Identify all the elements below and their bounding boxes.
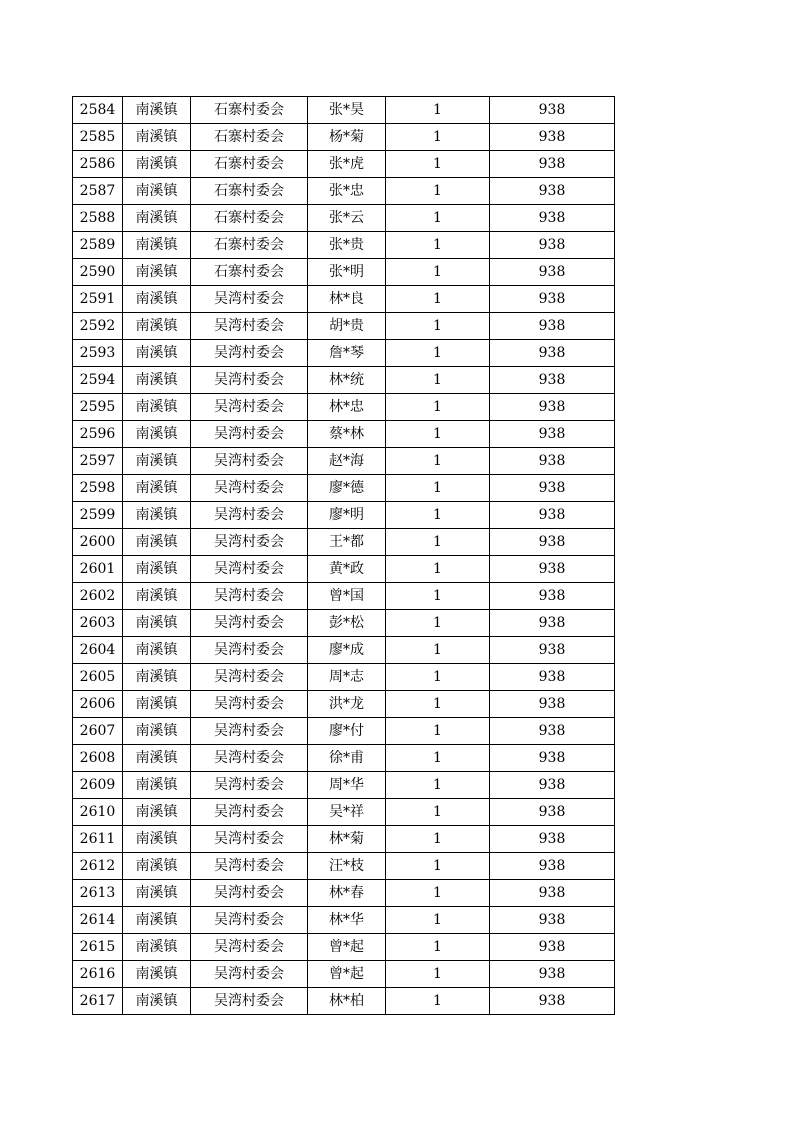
town-cell: 南溪镇 xyxy=(123,367,191,394)
table-row xyxy=(73,205,615,232)
count-cell: 1 xyxy=(386,151,490,178)
row-number-cell: 2602 xyxy=(73,583,123,610)
village-committee-cell: 吴湾村委会 xyxy=(191,880,308,907)
town-cell: 南溪镇 xyxy=(123,880,191,907)
table-row xyxy=(73,853,615,880)
person-name-cell: 张*云 xyxy=(308,205,386,232)
town-cell: 南溪镇 xyxy=(123,961,191,988)
count-cell: 1 xyxy=(386,97,490,124)
table-row xyxy=(73,151,615,178)
amount-cell: 938 xyxy=(490,286,615,313)
village-committee-cell: 石寨村委会 xyxy=(191,178,308,205)
table-row xyxy=(73,988,615,1015)
amount-cell: 938 xyxy=(490,232,615,259)
count-cell: 1 xyxy=(386,205,490,232)
person-name-cell: 杨*菊 xyxy=(308,124,386,151)
village-committee-cell: 吴湾村委会 xyxy=(191,853,308,880)
town-cell: 南溪镇 xyxy=(123,475,191,502)
row-number-cell: 2601 xyxy=(73,556,123,583)
count-cell: 1 xyxy=(386,880,490,907)
person-name-cell: 张*贵 xyxy=(308,232,386,259)
table-row xyxy=(73,556,615,583)
table-row xyxy=(73,367,615,394)
village-committee-cell: 吴湾村委会 xyxy=(191,448,308,475)
village-committee-cell: 吴湾村委会 xyxy=(191,961,308,988)
person-name-cell: 徐*甫 xyxy=(308,745,386,772)
amount-cell: 938 xyxy=(490,934,615,961)
person-name-cell: 王*都 xyxy=(308,529,386,556)
table-row xyxy=(73,475,615,502)
town-cell: 南溪镇 xyxy=(123,610,191,637)
row-number-cell: 2600 xyxy=(73,529,123,556)
count-cell: 1 xyxy=(386,394,490,421)
village-committee-cell: 石寨村委会 xyxy=(191,151,308,178)
row-number-cell: 2591 xyxy=(73,286,123,313)
row-number-cell: 2608 xyxy=(73,745,123,772)
person-name-cell: 周*华 xyxy=(308,772,386,799)
table-row xyxy=(73,718,615,745)
village-committee-cell: 吴湾村委会 xyxy=(191,826,308,853)
town-cell: 南溪镇 xyxy=(123,178,191,205)
amount-cell: 938 xyxy=(490,853,615,880)
count-cell: 1 xyxy=(386,907,490,934)
row-number-cell: 2584 xyxy=(73,97,123,124)
person-name-cell: 林*柏 xyxy=(308,988,386,1015)
village-committee-cell: 吴湾村委会 xyxy=(191,772,308,799)
table-row xyxy=(73,583,615,610)
town-cell: 南溪镇 xyxy=(123,934,191,961)
amount-cell: 938 xyxy=(490,475,615,502)
amount-cell: 938 xyxy=(490,259,615,286)
village-committee-cell: 吴湾村委会 xyxy=(191,988,308,1015)
count-cell: 1 xyxy=(386,826,490,853)
count-cell: 1 xyxy=(386,961,490,988)
table-row xyxy=(73,664,615,691)
row-number-cell: 2609 xyxy=(73,772,123,799)
amount-cell: 938 xyxy=(490,502,615,529)
count-cell: 1 xyxy=(386,772,490,799)
amount-cell: 938 xyxy=(490,718,615,745)
count-cell: 1 xyxy=(386,664,490,691)
table-row xyxy=(73,394,615,421)
row-number-cell: 2585 xyxy=(73,124,123,151)
village-committee-cell: 吴湾村委会 xyxy=(191,718,308,745)
table-row xyxy=(73,745,615,772)
amount-cell: 938 xyxy=(490,826,615,853)
table-row xyxy=(73,97,615,124)
person-name-cell: 林*春 xyxy=(308,880,386,907)
table-row xyxy=(73,826,615,853)
village-committee-cell: 石寨村委会 xyxy=(191,205,308,232)
village-committee-cell: 吴湾村委会 xyxy=(191,799,308,826)
amount-cell: 938 xyxy=(490,205,615,232)
count-cell: 1 xyxy=(386,988,490,1015)
person-name-cell: 廖*明 xyxy=(308,502,386,529)
count-cell: 1 xyxy=(386,745,490,772)
table-row xyxy=(73,232,615,259)
amount-cell: 938 xyxy=(490,637,615,664)
table-row xyxy=(73,637,615,664)
person-name-cell: 彭*松 xyxy=(308,610,386,637)
table-row xyxy=(73,286,615,313)
person-name-cell: 廖*德 xyxy=(308,475,386,502)
amount-cell: 938 xyxy=(490,799,615,826)
person-name-cell: 曾*国 xyxy=(308,583,386,610)
amount-cell: 938 xyxy=(490,583,615,610)
person-name-cell: 林*统 xyxy=(308,367,386,394)
row-number-cell: 2612 xyxy=(73,853,123,880)
row-number-cell: 2594 xyxy=(73,367,123,394)
amount-cell: 938 xyxy=(490,97,615,124)
count-cell: 1 xyxy=(386,259,490,286)
row-number-cell: 2593 xyxy=(73,340,123,367)
village-committee-cell: 吴湾村委会 xyxy=(191,529,308,556)
person-name-cell: 曾*起 xyxy=(308,961,386,988)
row-number-cell: 2598 xyxy=(73,475,123,502)
town-cell: 南溪镇 xyxy=(123,691,191,718)
amount-cell: 938 xyxy=(490,367,615,394)
village-committee-cell: 吴湾村委会 xyxy=(191,934,308,961)
person-name-cell: 廖*成 xyxy=(308,637,386,664)
table-row xyxy=(73,448,615,475)
row-number-cell: 2616 xyxy=(73,961,123,988)
person-name-cell: 吴*祥 xyxy=(308,799,386,826)
town-cell: 南溪镇 xyxy=(123,313,191,340)
amount-cell: 938 xyxy=(490,394,615,421)
count-cell: 1 xyxy=(386,448,490,475)
person-name-cell: 林*忠 xyxy=(308,394,386,421)
village-committee-cell: 石寨村委会 xyxy=(191,259,308,286)
table-row xyxy=(73,799,615,826)
village-committee-cell: 吴湾村委会 xyxy=(191,286,308,313)
village-committee-cell: 吴湾村委会 xyxy=(191,556,308,583)
count-cell: 1 xyxy=(386,178,490,205)
person-name-cell: 洪*龙 xyxy=(308,691,386,718)
table-row xyxy=(73,961,615,988)
person-name-cell: 张*明 xyxy=(308,259,386,286)
count-cell: 1 xyxy=(386,691,490,718)
town-cell: 南溪镇 xyxy=(123,340,191,367)
village-committee-cell: 吴湾村委会 xyxy=(191,745,308,772)
amount-cell: 938 xyxy=(490,772,615,799)
count-cell: 1 xyxy=(386,934,490,961)
town-cell: 南溪镇 xyxy=(123,583,191,610)
roster-table xyxy=(72,96,615,1015)
town-cell: 南溪镇 xyxy=(123,286,191,313)
row-number-cell: 2605 xyxy=(73,664,123,691)
person-name-cell: 廖*付 xyxy=(308,718,386,745)
town-cell: 南溪镇 xyxy=(123,259,191,286)
village-committee-cell: 吴湾村委会 xyxy=(191,664,308,691)
amount-cell: 938 xyxy=(490,907,615,934)
count-cell: 1 xyxy=(386,367,490,394)
amount-cell: 938 xyxy=(490,961,615,988)
person-name-cell: 蔡*林 xyxy=(308,421,386,448)
town-cell: 南溪镇 xyxy=(123,502,191,529)
amount-cell: 938 xyxy=(490,880,615,907)
row-number-cell: 2596 xyxy=(73,421,123,448)
row-number-cell: 2607 xyxy=(73,718,123,745)
person-name-cell: 林*华 xyxy=(308,907,386,934)
town-cell: 南溪镇 xyxy=(123,124,191,151)
amount-cell: 938 xyxy=(490,151,615,178)
count-cell: 1 xyxy=(386,556,490,583)
town-cell: 南溪镇 xyxy=(123,772,191,799)
count-cell: 1 xyxy=(386,529,490,556)
row-number-cell: 2587 xyxy=(73,178,123,205)
row-number-cell: 2604 xyxy=(73,637,123,664)
row-number-cell: 2617 xyxy=(73,988,123,1015)
village-committee-cell: 吴湾村委会 xyxy=(191,421,308,448)
town-cell: 南溪镇 xyxy=(123,205,191,232)
town-cell: 南溪镇 xyxy=(123,529,191,556)
town-cell: 南溪镇 xyxy=(123,421,191,448)
table-row xyxy=(73,421,615,448)
town-cell: 南溪镇 xyxy=(123,745,191,772)
row-number-cell: 2610 xyxy=(73,799,123,826)
count-cell: 1 xyxy=(386,637,490,664)
town-cell: 南溪镇 xyxy=(123,664,191,691)
table-row xyxy=(73,178,615,205)
row-number-cell: 2611 xyxy=(73,826,123,853)
person-name-cell: 黄*政 xyxy=(308,556,386,583)
village-committee-cell: 石寨村委会 xyxy=(191,232,308,259)
row-number-cell: 2603 xyxy=(73,610,123,637)
row-number-cell: 2590 xyxy=(73,259,123,286)
person-name-cell: 胡*贵 xyxy=(308,313,386,340)
town-cell: 南溪镇 xyxy=(123,97,191,124)
person-name-cell: 张*虎 xyxy=(308,151,386,178)
person-name-cell: 周*志 xyxy=(308,664,386,691)
person-name-cell: 詹*琴 xyxy=(308,340,386,367)
town-cell: 南溪镇 xyxy=(123,151,191,178)
village-committee-cell: 石寨村委会 xyxy=(191,97,308,124)
amount-cell: 938 xyxy=(490,556,615,583)
person-name-cell: 曾*起 xyxy=(308,934,386,961)
table-row xyxy=(73,691,615,718)
count-cell: 1 xyxy=(386,610,490,637)
count-cell: 1 xyxy=(386,583,490,610)
amount-cell: 938 xyxy=(490,610,615,637)
village-committee-cell: 吴湾村委会 xyxy=(191,313,308,340)
row-number-cell: 2592 xyxy=(73,313,123,340)
table-row xyxy=(73,313,615,340)
table-row xyxy=(73,124,615,151)
row-number-cell: 2589 xyxy=(73,232,123,259)
village-committee-cell: 吴湾村委会 xyxy=(191,637,308,664)
count-cell: 1 xyxy=(386,853,490,880)
amount-cell: 938 xyxy=(490,340,615,367)
count-cell: 1 xyxy=(386,124,490,151)
roster-table-body xyxy=(73,97,615,1015)
count-cell: 1 xyxy=(386,313,490,340)
table-row xyxy=(73,340,615,367)
town-cell: 南溪镇 xyxy=(123,799,191,826)
town-cell: 南溪镇 xyxy=(123,907,191,934)
row-number-cell: 2606 xyxy=(73,691,123,718)
village-committee-cell: 吴湾村委会 xyxy=(191,340,308,367)
person-name-cell: 赵*海 xyxy=(308,448,386,475)
town-cell: 南溪镇 xyxy=(123,853,191,880)
village-committee-cell: 吴湾村委会 xyxy=(191,691,308,718)
person-name-cell: 林*良 xyxy=(308,286,386,313)
village-committee-cell: 石寨村委会 xyxy=(191,124,308,151)
amount-cell: 938 xyxy=(490,745,615,772)
table-row xyxy=(73,502,615,529)
amount-cell: 938 xyxy=(490,691,615,718)
table-row xyxy=(73,934,615,961)
town-cell: 南溪镇 xyxy=(123,556,191,583)
row-number-cell: 2615 xyxy=(73,934,123,961)
count-cell: 1 xyxy=(386,502,490,529)
table-row xyxy=(73,880,615,907)
amount-cell: 938 xyxy=(490,313,615,340)
person-name-cell: 林*菊 xyxy=(308,826,386,853)
count-cell: 1 xyxy=(386,286,490,313)
amount-cell: 938 xyxy=(490,988,615,1015)
village-committee-cell: 吴湾村委会 xyxy=(191,907,308,934)
row-number-cell: 2586 xyxy=(73,151,123,178)
village-committee-cell: 吴湾村委会 xyxy=(191,610,308,637)
town-cell: 南溪镇 xyxy=(123,448,191,475)
row-number-cell: 2588 xyxy=(73,205,123,232)
town-cell: 南溪镇 xyxy=(123,826,191,853)
table-row xyxy=(73,907,615,934)
village-committee-cell: 吴湾村委会 xyxy=(191,475,308,502)
count-cell: 1 xyxy=(386,718,490,745)
table-row xyxy=(73,529,615,556)
town-cell: 南溪镇 xyxy=(123,988,191,1015)
count-cell: 1 xyxy=(386,799,490,826)
count-cell: 1 xyxy=(386,232,490,259)
village-committee-cell: 吴湾村委会 xyxy=(191,502,308,529)
amount-cell: 938 xyxy=(490,448,615,475)
table-row xyxy=(73,259,615,286)
village-committee-cell: 吴湾村委会 xyxy=(191,394,308,421)
amount-cell: 938 xyxy=(490,421,615,448)
count-cell: 1 xyxy=(386,340,490,367)
person-name-cell: 张*昊 xyxy=(308,97,386,124)
table-row xyxy=(73,610,615,637)
town-cell: 南溪镇 xyxy=(123,394,191,421)
town-cell: 南溪镇 xyxy=(123,718,191,745)
count-cell: 1 xyxy=(386,421,490,448)
amount-cell: 938 xyxy=(490,178,615,205)
village-committee-cell: 吴湾村委会 xyxy=(191,583,308,610)
village-committee-cell: 吴湾村委会 xyxy=(191,367,308,394)
town-cell: 南溪镇 xyxy=(123,637,191,664)
town-cell: 南溪镇 xyxy=(123,232,191,259)
amount-cell: 938 xyxy=(490,664,615,691)
row-number-cell: 2613 xyxy=(73,880,123,907)
amount-cell: 938 xyxy=(490,124,615,151)
table-row xyxy=(73,772,615,799)
row-number-cell: 2595 xyxy=(73,394,123,421)
row-number-cell: 2614 xyxy=(73,907,123,934)
row-number-cell: 2599 xyxy=(73,502,123,529)
amount-cell: 938 xyxy=(490,529,615,556)
count-cell: 1 xyxy=(386,475,490,502)
person-name-cell: 张*忠 xyxy=(308,178,386,205)
person-name-cell: 汪*枝 xyxy=(308,853,386,880)
row-number-cell: 2597 xyxy=(73,448,123,475)
